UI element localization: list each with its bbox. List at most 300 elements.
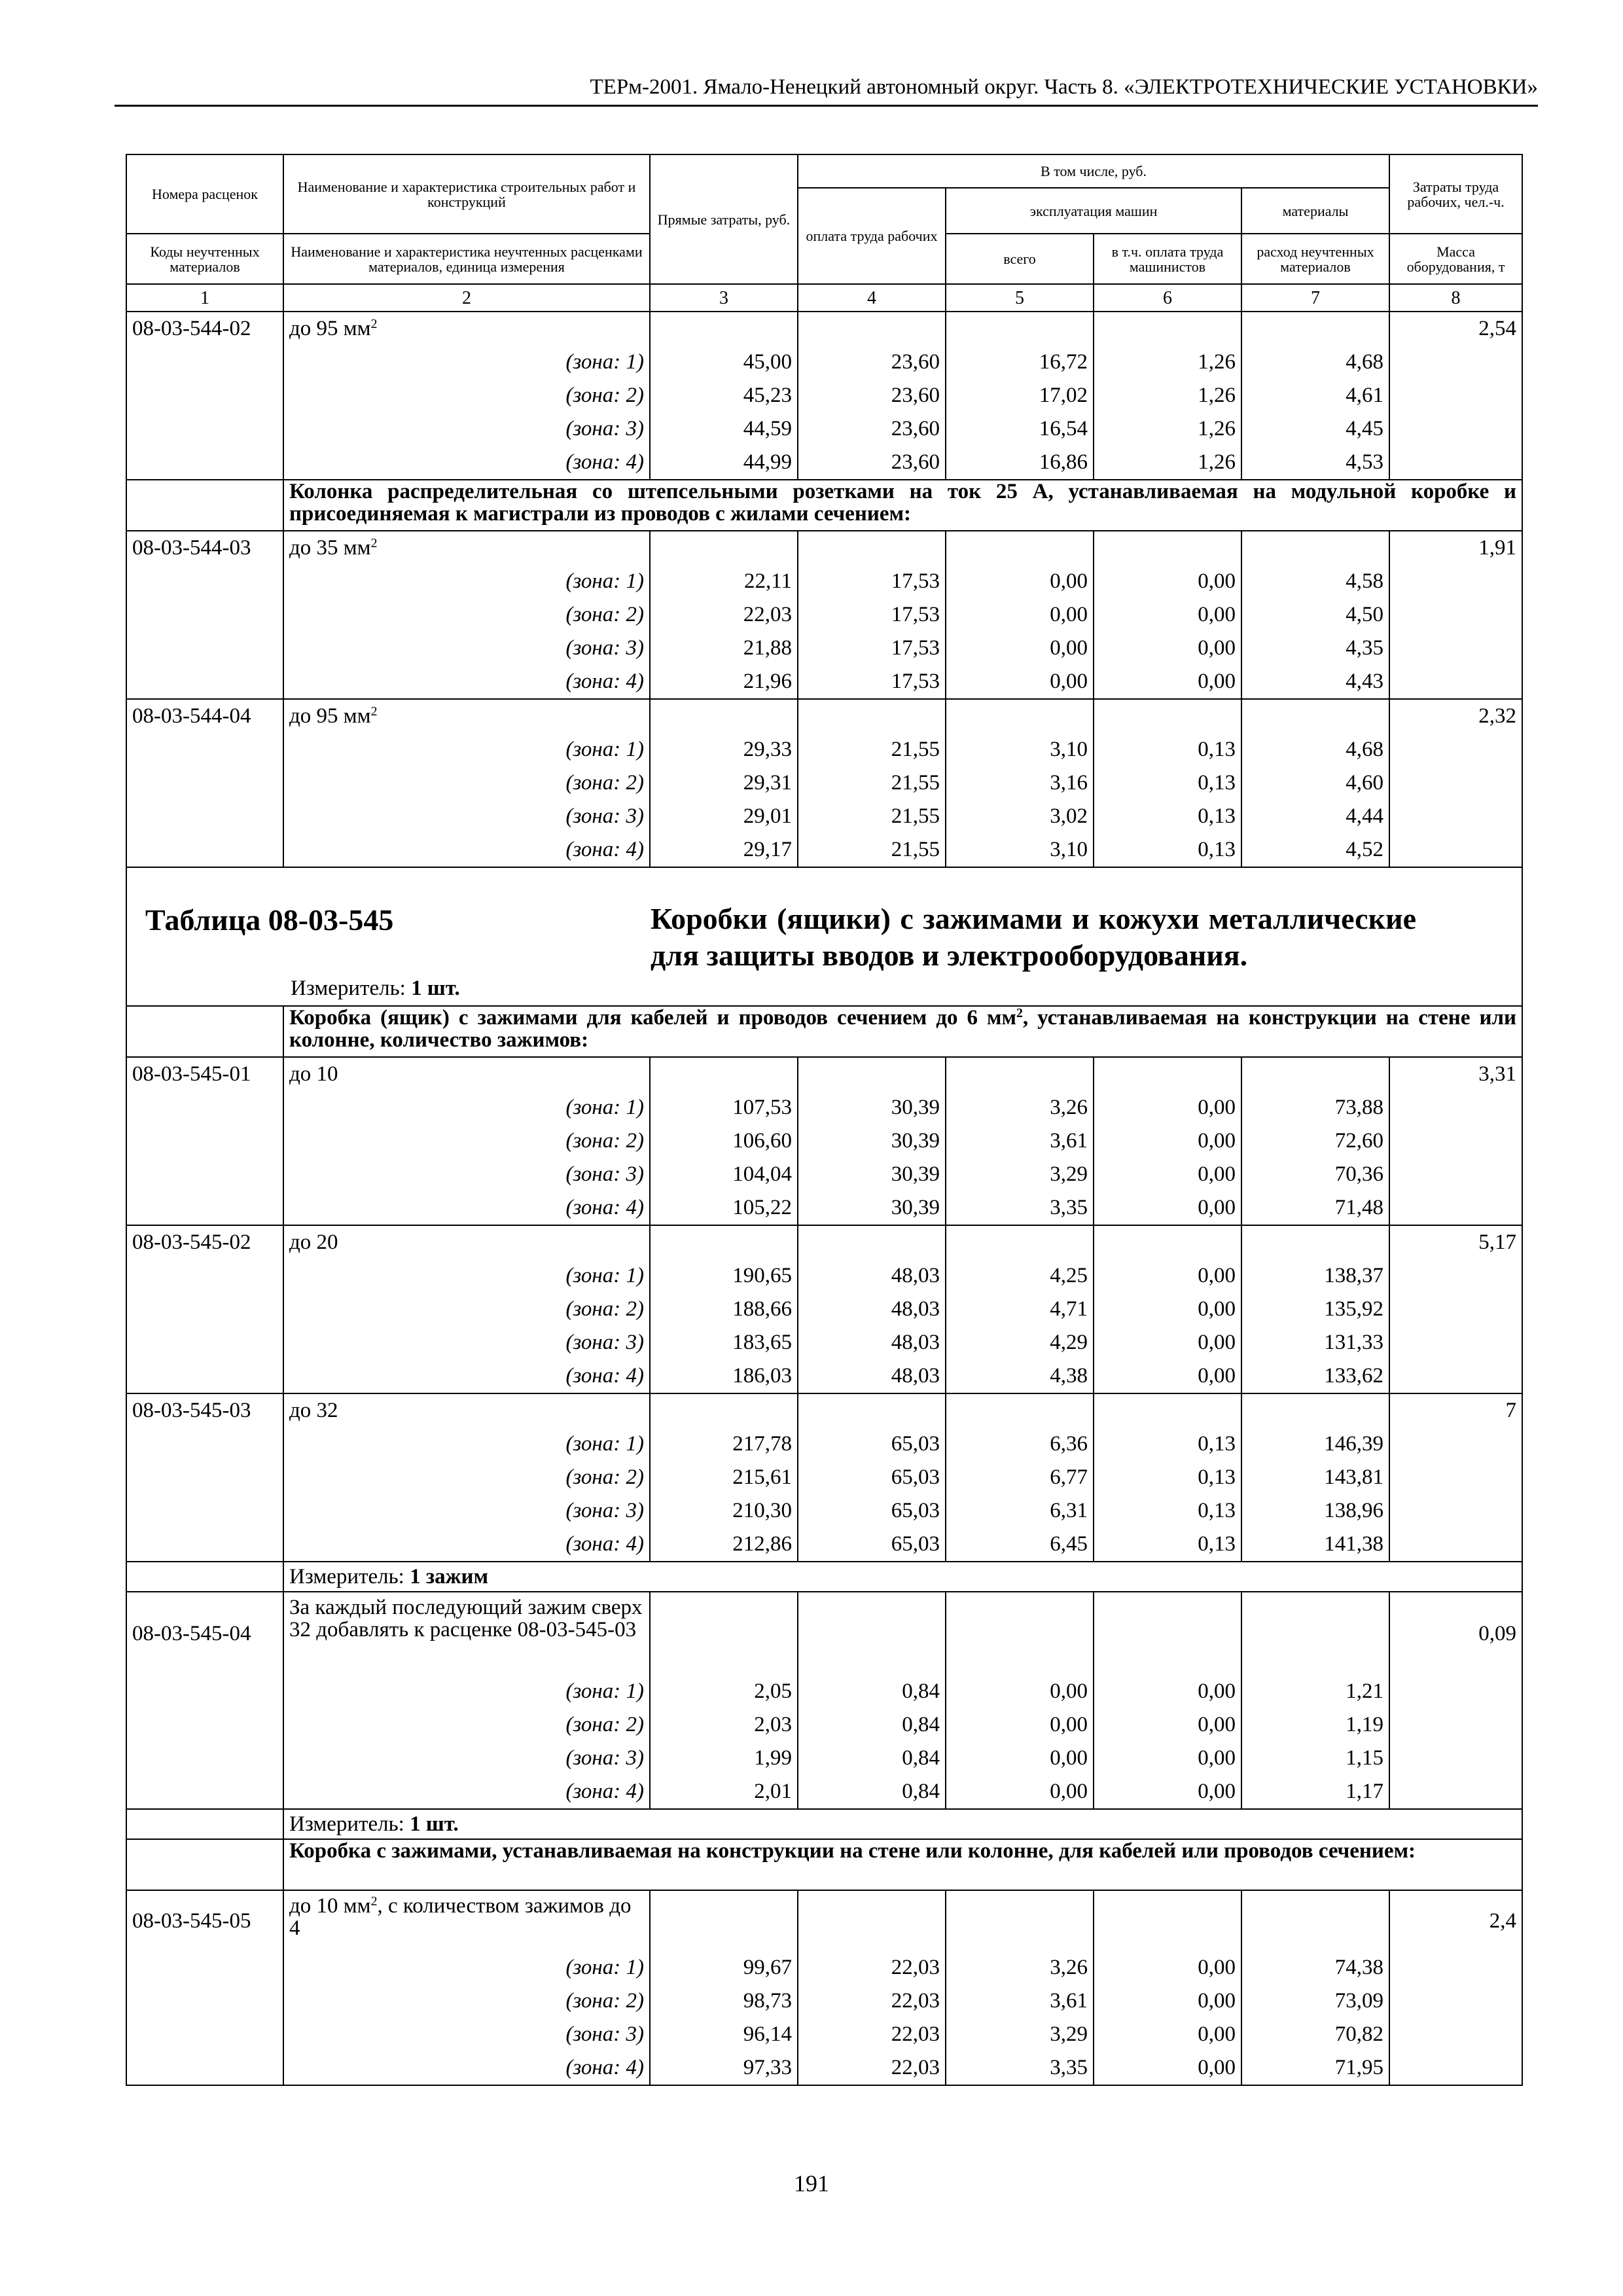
empty-cell [1389, 1708, 1522, 1742]
machine-cost: 3,29 [946, 1158, 1094, 1191]
empty-cell [650, 1393, 798, 1427]
zone-label: (зона: 1) [283, 1259, 650, 1293]
machine-cost: 6,77 [946, 1461, 1094, 1494]
empty-cell [126, 2051, 283, 2085]
section-title: Коробка с зажимами, устанавливаемая на конструкции на стене или колонне, для кабелей или проводов сечением: [283, 1839, 1522, 1890]
zone-label: (зона: 2) [283, 1461, 650, 1494]
wage-cost: 0,84 [798, 1775, 946, 1809]
wage-cost: 22,03 [798, 2018, 946, 2051]
col-number: 7 [1241, 284, 1389, 312]
machinist-wage: 0,00 [1094, 1326, 1241, 1359]
material-cost: 71,48 [1241, 1191, 1389, 1225]
material-cost: 4,50 [1241, 598, 1389, 632]
empty-cell [126, 446, 283, 480]
header-machines: эксплуатация машин [946, 188, 1241, 234]
machinist-wage: 0,00 [1094, 2018, 1241, 2051]
zone-row [126, 1461, 1522, 1494]
direct-cost: 44,99 [650, 446, 798, 480]
machinist-wage: 0,13 [1094, 800, 1241, 833]
labor-cost: 1,91 [1389, 531, 1522, 565]
zone-row [126, 598, 1522, 632]
machine-cost: 3,02 [946, 800, 1094, 833]
section-title: Коробка (ящик) с зажимами для кабелей и проводов сечением до 6 $мм^2$, устанавливаемая на конструкции на стене или колонне, количество зажимов: [283, 1006, 1522, 1057]
price-table [126, 154, 1523, 2086]
machinist-wage: 0,13 [1094, 1427, 1241, 1461]
zone-row [126, 766, 1522, 800]
machinist-wage: 0,00 [1094, 598, 1241, 632]
empty-cell [946, 1592, 1094, 1675]
material-cost: 74,38 [1241, 1951, 1389, 1984]
machine-cost: 0,00 [946, 1708, 1094, 1742]
wage-cost: 17,53 [798, 632, 946, 665]
measure-row [126, 1562, 1522, 1592]
measure-prefix: Измеритель: [289, 1565, 410, 1588]
material-cost: 1,15 [1241, 1742, 1389, 1775]
wage-cost: 48,03 [798, 1259, 946, 1293]
zone-row [126, 1158, 1522, 1191]
material-cost: 1,21 [1241, 1675, 1389, 1708]
empty-cell [1389, 1528, 1522, 1562]
empty-cell [126, 1124, 283, 1158]
zone-row [126, 1494, 1522, 1528]
empty-cell [1389, 2051, 1522, 2085]
wage-cost: 0,84 [798, 1742, 946, 1775]
empty-cell [126, 1528, 283, 1562]
wage-cost: 65,03 [798, 1494, 946, 1528]
wage-cost: 23,60 [798, 379, 946, 412]
rate-name: За каждый последующий зажим сверх 32 добавлять к расценке 08-03-545-03 [283, 1592, 650, 1675]
rate-head-row [126, 1057, 1522, 1091]
zone-row [126, 1259, 1522, 1293]
machine-cost: 3,35 [946, 2051, 1094, 2085]
zone-row [126, 800, 1522, 833]
material-cost: 4,45 [1241, 412, 1389, 446]
machine-cost: 0,00 [946, 665, 1094, 699]
header-including: В том числе, руб. [798, 154, 1389, 188]
table-title-name: Коробки (ящики) с зажимами и кожухи металлические для защиты вводов и электрооборудования. [651, 902, 1416, 972]
direct-cost: 186,03 [650, 1359, 798, 1393]
empty-cell [1389, 800, 1522, 833]
zone-row [126, 733, 1522, 766]
rate-code: 08-03-545-01 [126, 1057, 283, 1091]
zone-row [126, 1742, 1522, 1775]
zone-row [126, 1427, 1522, 1461]
labor-cost: 7 [1389, 1393, 1522, 1427]
empty-cell [1389, 1259, 1522, 1293]
material-cost: 4,52 [1241, 833, 1389, 867]
empty-cell [126, 1461, 283, 1494]
machinist-wage: 0,13 [1094, 1461, 1241, 1494]
direct-cost: 29,31 [650, 766, 798, 800]
zone-row [126, 1775, 1522, 1809]
empty-cell [1389, 632, 1522, 665]
material-cost: 72,60 [1241, 1124, 1389, 1158]
zone-row [126, 346, 1522, 379]
direct-cost: 2,03 [650, 1708, 798, 1742]
col-number: 5 [946, 284, 1094, 312]
machine-cost: 0,00 [946, 1675, 1094, 1708]
direct-cost: 106,60 [650, 1124, 798, 1158]
machine-cost: 16,54 [946, 412, 1094, 446]
zone-label: (зона: 3) [283, 1326, 650, 1359]
material-cost: 141,38 [1241, 1528, 1389, 1562]
direct-cost: 1,99 [650, 1742, 798, 1775]
header-col1-bottom: Коды неучтенных материалов [126, 234, 283, 284]
rate-code: 08-03-544-04 [126, 699, 283, 733]
zone-row [126, 1191, 1522, 1225]
empty-cell [1389, 1124, 1522, 1158]
direct-cost: 212,86 [650, 1528, 798, 1562]
wage-cost: 21,55 [798, 733, 946, 766]
empty-cell [126, 632, 283, 665]
direct-cost: 183,65 [650, 1326, 798, 1359]
empty-cell [946, 312, 1094, 346]
machine-cost: 3,61 [946, 1124, 1094, 1158]
empty-cell [126, 1951, 283, 1984]
material-cost: 1,19 [1241, 1708, 1389, 1742]
zone-row [126, 1326, 1522, 1359]
empty-cell [1389, 1461, 1522, 1494]
table-title-row [126, 867, 1522, 1006]
empty-cell [126, 1775, 283, 1809]
direct-cost: 45,00 [650, 346, 798, 379]
empty-cell [1389, 379, 1522, 412]
material-cost: 73,88 [1241, 1091, 1389, 1124]
measure-code-cell [126, 1562, 283, 1592]
wage-cost: 23,60 [798, 412, 946, 446]
rate-head-row [126, 531, 1522, 565]
header-col-numbers [126, 284, 1522, 312]
empty-cell [126, 1191, 283, 1225]
zone-label: (зона: 3) [283, 412, 650, 446]
direct-cost: 217,78 [650, 1427, 798, 1461]
machine-cost: 3,35 [946, 1191, 1094, 1225]
rate-code: 08-03-545-04 [126, 1592, 283, 1675]
direct-cost: 215,61 [650, 1461, 798, 1494]
direct-cost: 104,04 [650, 1158, 798, 1191]
machinist-wage: 0,00 [1094, 1191, 1241, 1225]
direct-cost: 22,11 [650, 565, 798, 598]
zone-row [126, 1293, 1522, 1326]
zone-label: (зона: 4) [283, 1359, 650, 1393]
zone-label: (зона: 2) [283, 379, 650, 412]
empty-cell [650, 531, 798, 565]
wage-cost: 30,39 [798, 1124, 946, 1158]
zone-row [126, 1708, 1522, 1742]
zone-row [126, 1091, 1522, 1124]
direct-cost: 29,17 [650, 833, 798, 867]
material-cost: 135,92 [1241, 1293, 1389, 1326]
machinist-wage: 0,00 [1094, 1675, 1241, 1708]
page-header: ТЕРм-2001. Ямало-Ненецкий автономный округ. Часть 8. «ЭЛЕКТРОТЕХНИЧЕСКИЕ УСТАНОВКИ» [115, 71, 1538, 107]
empty-cell [126, 665, 283, 699]
zone-row [126, 379, 1522, 412]
section-title: Колонка распределительная со штепсельными розетками на ток 25 А, устанавливаемая на модульной коробке и присоединяемая к магистрали из проводов с жилами сечением: [283, 480, 1522, 531]
section-row [126, 480, 1522, 531]
direct-cost: 29,33 [650, 733, 798, 766]
empty-cell [1389, 1091, 1522, 1124]
header-col4: оплата труда рабочих [798, 188, 946, 284]
empty-cell [1241, 699, 1389, 733]
zone-label: (зона: 4) [283, 665, 650, 699]
empty-cell [126, 733, 283, 766]
machinist-wage: 0,00 [1094, 1708, 1241, 1742]
direct-cost: 107,53 [650, 1091, 798, 1124]
machine-cost: 6,31 [946, 1494, 1094, 1528]
rate-name: до 95 $мм^2$ [283, 699, 650, 733]
empty-cell [1094, 699, 1241, 733]
zone-row [126, 565, 1522, 598]
zone-label: (зона: 2) [283, 766, 650, 800]
zone-row [126, 1359, 1522, 1393]
col-number: 1 [126, 284, 283, 312]
zone-label: (зона: 1) [283, 565, 650, 598]
zone-row [126, 412, 1522, 446]
empty-cell [1389, 446, 1522, 480]
machinist-wage: 0,13 [1094, 1528, 1241, 1562]
empty-cell [126, 412, 283, 446]
empty-cell [1389, 1775, 1522, 1809]
empty-cell [126, 379, 283, 412]
empty-cell [1241, 531, 1389, 565]
material-cost: 70,82 [1241, 2018, 1389, 2051]
machine-cost: 0,00 [946, 598, 1094, 632]
zone-label: (зона: 3) [283, 800, 650, 833]
wage-cost: 17,53 [798, 665, 946, 699]
rate-code: 08-03-545-03 [126, 1393, 283, 1427]
rate-code: 08-03-545-05 [126, 1890, 283, 1951]
col-number: 2 [283, 284, 650, 312]
empty-cell [946, 1393, 1094, 1427]
material-cost: 1,17 [1241, 1775, 1389, 1809]
empty-cell [1389, 1427, 1522, 1461]
machine-cost: 4,25 [946, 1259, 1094, 1293]
wage-cost: 21,55 [798, 833, 946, 867]
header-col1-top: Номера расценок [126, 154, 283, 234]
machinist-wage: 0,00 [1094, 1775, 1241, 1809]
measure-prefix: Измеритель: [291, 977, 412, 1000]
empty-cell [946, 531, 1094, 565]
zone-label: (зона: 2) [283, 598, 650, 632]
header-col3: Прямые затраты, руб. [650, 154, 798, 284]
wage-cost: 23,60 [798, 446, 946, 480]
empty-cell [1094, 1890, 1241, 1951]
machinist-wage: 0,13 [1094, 1494, 1241, 1528]
empty-cell [1241, 1225, 1389, 1259]
col-number: 8 [1389, 284, 1522, 312]
empty-cell [126, 565, 283, 598]
material-cost: 4,58 [1241, 565, 1389, 598]
machine-cost: 4,71 [946, 1293, 1094, 1326]
empty-cell [1241, 1890, 1389, 1951]
empty-cell [1389, 733, 1522, 766]
material-cost: 70,36 [1241, 1158, 1389, 1191]
zone-label: (зона: 1) [283, 1427, 650, 1461]
machine-cost: 4,38 [946, 1359, 1094, 1393]
material-cost: 4,44 [1241, 800, 1389, 833]
header-col8-top: Затраты труда рабочих, чел.-ч. [1389, 154, 1522, 234]
direct-cost: 98,73 [650, 1984, 798, 2018]
empty-cell [126, 1427, 283, 1461]
wage-cost: 22,03 [798, 2051, 946, 2085]
machinist-wage: 0,00 [1094, 1293, 1241, 1326]
direct-cost: 99,67 [650, 1951, 798, 1984]
header-col6: в т.ч. оплата труда машинистов [1094, 234, 1241, 284]
empty-cell [1389, 665, 1522, 699]
machinist-wage: 0,00 [1094, 1091, 1241, 1124]
zone-label: (зона: 4) [283, 446, 650, 480]
empty-cell [798, 1592, 946, 1675]
empty-cell [650, 1057, 798, 1091]
zone-label: (зона: 2) [283, 1124, 650, 1158]
rate-name: до 10 $мм^2$, с количеством зажимов до 4 [283, 1890, 650, 1951]
direct-cost: 44,59 [650, 412, 798, 446]
machinist-wage: 0,00 [1094, 1742, 1241, 1775]
machinist-wage: 0,13 [1094, 766, 1241, 800]
col-number: 6 [1094, 284, 1241, 312]
zone-row [126, 446, 1522, 480]
rate-code: 08-03-545-02 [126, 1225, 283, 1259]
direct-cost: 22,03 [650, 598, 798, 632]
rate-head-row [126, 312, 1522, 346]
rate-name: до 32 [283, 1393, 650, 1427]
material-cost: 4,60 [1241, 766, 1389, 800]
labor-cost: 2,4 [1389, 1890, 1522, 1951]
direct-cost: 96,14 [650, 2018, 798, 2051]
direct-cost: 210,30 [650, 1494, 798, 1528]
direct-cost: 190,65 [650, 1259, 798, 1293]
wage-cost: 22,03 [798, 1951, 946, 1984]
wage-cost: 65,03 [798, 1461, 946, 1494]
material-cost: 4,53 [1241, 446, 1389, 480]
zone-row [126, 665, 1522, 699]
empty-cell [1241, 1393, 1389, 1427]
labor-cost: 3,31 [1389, 1057, 1522, 1091]
rate-head-row [126, 1890, 1522, 1951]
measure-label [283, 1809, 1522, 1839]
zone-row [126, 632, 1522, 665]
zone-label: (зона: 4) [283, 1775, 650, 1809]
empty-cell [126, 1675, 283, 1708]
header-col2-bottom: Наименование и характеристика неучтенных расценками материалов, единица измерения [283, 234, 650, 284]
machine-cost: 3,26 [946, 1091, 1094, 1124]
rate-name: до 20 [283, 1225, 650, 1259]
empty-cell [798, 1393, 946, 1427]
machine-cost: 3,26 [946, 1951, 1094, 1984]
measure-code-cell [126, 1809, 283, 1839]
machine-cost: 16,72 [946, 346, 1094, 379]
empty-cell [798, 699, 946, 733]
empty-cell [946, 699, 1094, 733]
rate-name: до 10 [283, 1057, 650, 1091]
empty-cell [126, 598, 283, 632]
zone-label: (зона: 4) [283, 2051, 650, 2085]
zone-row [126, 1984, 1522, 2018]
rate-name: до 35 $мм^2$ [283, 531, 650, 565]
empty-cell [650, 1890, 798, 1951]
empty-cell [126, 1158, 283, 1191]
empty-cell [798, 1890, 946, 1951]
zone-label: (зона: 2) [283, 1984, 650, 2018]
zone-label: (зона: 3) [283, 2018, 650, 2051]
empty-cell [1389, 598, 1522, 632]
wage-cost: 21,55 [798, 800, 946, 833]
zone-label: (зона: 4) [283, 833, 650, 867]
labor-cost: 5,17 [1389, 1225, 1522, 1259]
wage-cost: 17,53 [798, 598, 946, 632]
wage-cost: 30,39 [798, 1191, 946, 1225]
direct-cost: 45,23 [650, 379, 798, 412]
measure-row [126, 1809, 1522, 1839]
empty-cell [1389, 1675, 1522, 1708]
machinist-wage: 1,26 [1094, 446, 1241, 480]
empty-cell [1389, 346, 1522, 379]
empty-cell [126, 1359, 283, 1393]
material-cost: 138,37 [1241, 1259, 1389, 1293]
zone-row [126, 2018, 1522, 2051]
material-cost: 131,33 [1241, 1326, 1389, 1359]
zone-label: (зона: 3) [283, 1158, 650, 1191]
empty-cell [126, 1708, 283, 1742]
empty-cell [650, 1592, 798, 1675]
header-col2-top: Наименование и характеристика строительных работ и конструкций [283, 154, 650, 234]
direct-cost: 29,01 [650, 800, 798, 833]
machinist-wage: 0,00 [1094, 2051, 1241, 2085]
empty-cell [1094, 1225, 1241, 1259]
measure-value: 1 зажим [410, 1565, 489, 1588]
wage-cost: 0,84 [798, 1708, 946, 1742]
empty-cell [798, 531, 946, 565]
machinist-wage: 0,00 [1094, 1158, 1241, 1191]
direct-cost: 97,33 [650, 2051, 798, 2085]
machinist-wage: 0,00 [1094, 1984, 1241, 2018]
header-col7: расход неучтенных материалов [1241, 234, 1389, 284]
header-row-1 [126, 154, 1522, 188]
section-row [126, 1839, 1522, 1890]
machinist-wage: 1,26 [1094, 412, 1241, 446]
machine-cost: 3,10 [946, 733, 1094, 766]
empty-cell [1241, 1057, 1389, 1091]
rate-head-row [126, 699, 1522, 733]
zone-row [126, 1951, 1522, 1984]
empty-cell [1241, 1592, 1389, 1675]
empty-cell [1389, 412, 1522, 446]
empty-cell [798, 312, 946, 346]
labor-cost: 2,32 [1389, 699, 1522, 733]
rate-head-row [126, 1592, 1522, 1675]
empty-cell [126, 346, 283, 379]
zone-label: (зона: 2) [283, 1708, 650, 1742]
empty-cell [126, 1494, 283, 1528]
empty-cell [1389, 1158, 1522, 1191]
zone-label: (зона: 3) [283, 632, 650, 665]
empty-cell [1389, 1326, 1522, 1359]
wage-cost: 21,55 [798, 766, 946, 800]
wage-cost: 48,03 [798, 1359, 946, 1393]
section-row [126, 1006, 1522, 1057]
table-title-measure [291, 973, 460, 1004]
machine-cost: 0,00 [946, 565, 1094, 598]
wage-cost: 22,03 [798, 1984, 946, 2018]
measure-label [283, 1562, 1522, 1592]
direct-cost: 21,88 [650, 632, 798, 665]
empty-cell [126, 766, 283, 800]
machine-cost: 3,61 [946, 1984, 1094, 2018]
machine-cost: 3,16 [946, 766, 1094, 800]
machinist-wage: 0,00 [1094, 632, 1241, 665]
empty-cell [946, 1057, 1094, 1091]
empty-cell [1389, 565, 1522, 598]
